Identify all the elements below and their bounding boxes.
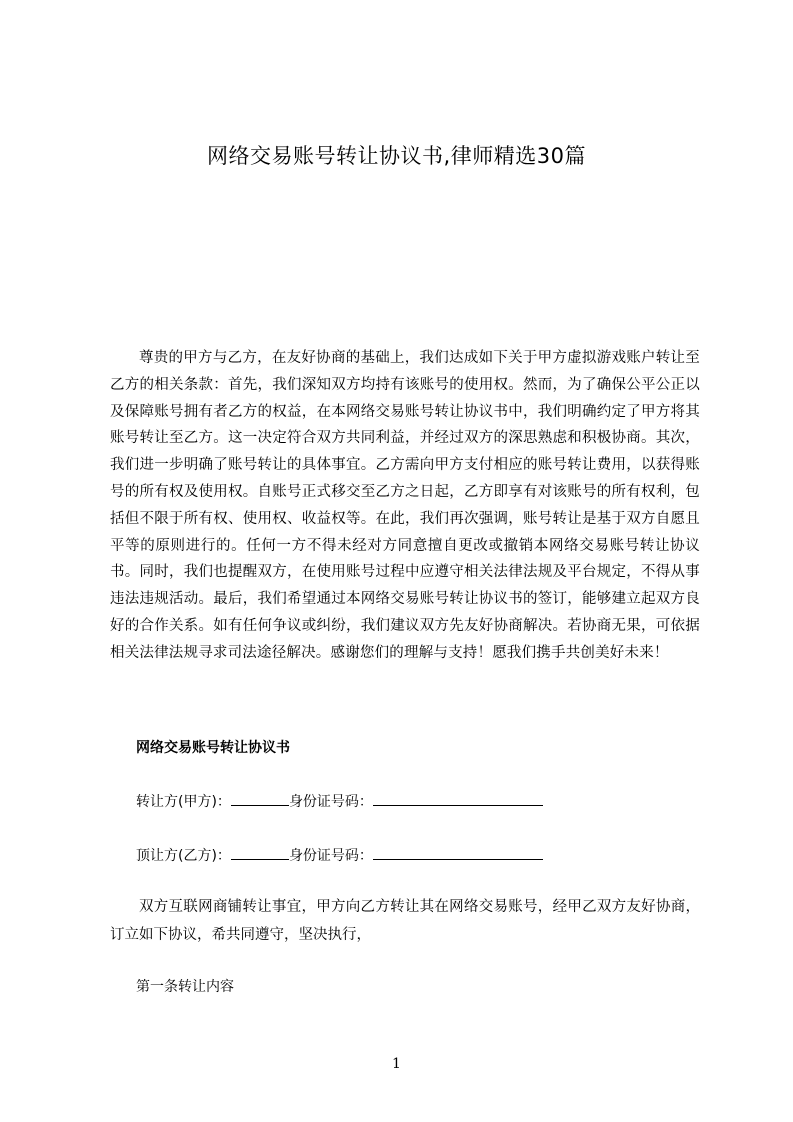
party-b-id-label: 身份证号码： bbox=[288, 848, 373, 864]
party-a-label: 转让方(甲方)： bbox=[136, 794, 231, 810]
intro-section bbox=[110, 345, 700, 715]
party-a-line bbox=[136, 791, 543, 811]
party-b-label: 顶让方(乙方)： bbox=[136, 848, 231, 864]
document-title: 网络交易账号转让协议书,律师精选30篇 bbox=[207, 144, 586, 168]
party-a-id-blank bbox=[373, 791, 543, 806]
page-number: 1 bbox=[392, 1056, 401, 1072]
party-b-name-blank bbox=[231, 845, 289, 860]
party-a-name-blank bbox=[231, 791, 289, 806]
article-1-heading: 第一条转让内容 bbox=[136, 979, 234, 995]
party-b-id-blank bbox=[373, 845, 543, 860]
agreement-subtitle: 网络交易账号转让协议书 bbox=[136, 740, 290, 756]
intro-paragraph: 尊贵的甲方与乙方，在友好协商的基础上，我们达成如下关于甲方虚拟游戏账户转让至乙方的相关条款：首先，我们深知双方均持有该账号的使用权。然而，为了确保公平公正以及保障账号拥有者乙方的权益，在本网络交易账号转让协议书中，我们明确约定了甲方将其账号转让至乙方。这一决定符合双方共同利益，并经过双方的深思熟虑和积极协商。其次，我们进一步明确了账号转让的具体事宜。乙方需向甲方支付相应的账号转让费用，以获得账号的所有权及使用权。自账号正式移交至乙方之日起，乙方即享有对该账号的所有权利，包括但不限于所有权、使用权、收益权等。在此，我们再次强调，账号转让是基于双方自愿且平等的原则进行的。任何一方不得未经对方同意擅自更改或撤销本网络交易账号转让协议书。同时，我们也提醒双方，在使用账号过程中应遵守相关法律法规及平台规定，不得从事违法违规活动。最后，我们希望通过本网络交易账号转让协议书的签订，能够建立起双方良好的合作关系。如有任何争议或纠纷，我们建议双方先友好协商解决。若协商无果，可依据相关法律法规寻求司法途径解决。感谢您们的理解与支持！愿我们携手共创美好未来！ bbox=[110, 350, 700, 661]
party-a-id-label: 身份证号码： bbox=[288, 794, 373, 810]
party-b-line bbox=[136, 845, 543, 865]
agreement-preamble: 双方互联网商铺转让事宜，甲方向乙方转让其在网络交易账号，经甲乙双方友好协商，订立如下协议，希共同遵守，坚决执行， bbox=[110, 899, 700, 943]
